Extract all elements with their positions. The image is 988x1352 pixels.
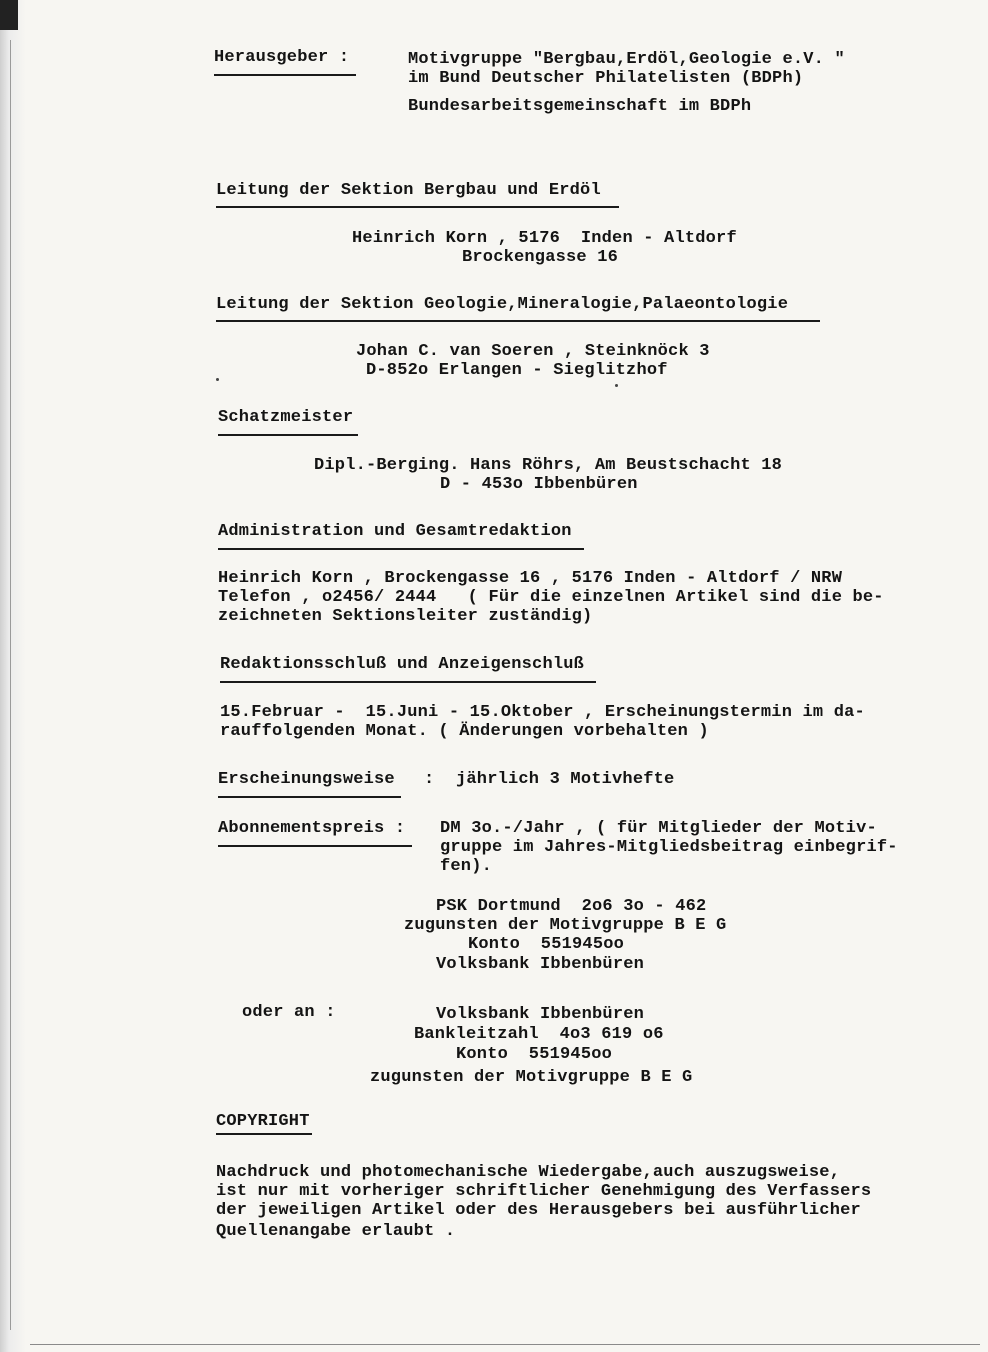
administration-line2: Telefon , o2456/ 2444 ( Für die einzelnen Artikel sind die be- (218, 588, 884, 607)
treasurer-line2: D - 453o Ibbenbüren (440, 475, 638, 494)
or-label: oder an : (242, 1003, 336, 1022)
bank-line4: zugunsten der Motivgruppe B E G (370, 1068, 693, 1087)
section-geology-heading: Leitung der Sektion Geologie,Mineralogie,Palaeontologie (216, 295, 789, 314)
publisher-line2: im Bund Deutscher Philatelisten (BDPh) (408, 69, 804, 88)
frequency-value: jährlich 3 Motivhefte (456, 770, 675, 789)
speck (615, 384, 618, 387)
treasurer-heading: Schatzmeister (218, 408, 354, 427)
psk-line1: PSK Dortmund 2o6 3o - 462 (436, 897, 707, 916)
treasurer-underline (218, 434, 358, 436)
page-edge-line (10, 40, 11, 1330)
page-edge-shadow (0, 0, 26, 1352)
section-mining-line2: Brockengasse 16 (462, 248, 619, 267)
administration-line1: Heinrich Korn , Brockengasse 16 , 5176 Inden - Altdorf / NRW (218, 569, 843, 588)
section-geology-line1: Johan C. van Soeren , Steinknöck 3 (356, 342, 710, 361)
publisher-label: Herausgeber : (214, 48, 350, 67)
copyright-heading: COPYRIGHT (216, 1112, 310, 1131)
publisher-underline (214, 74, 356, 76)
subscription-underline (218, 845, 412, 847)
subscription-line3: fen). (440, 857, 493, 876)
deadline-underline (220, 681, 596, 683)
copyright-line3: der jeweiligen Artikel oder des Herausgebers bei ausführlicher (216, 1201, 861, 1220)
treasurer-line1: Dipl.-Berging. Hans Röhrs, Am Beustschacht 18 (314, 456, 783, 475)
administration-line3: zeichneten Sektionsleiter zuständig) (218, 607, 593, 626)
section-mining-line1: Heinrich Korn , 5176 Inden - Altdorf (352, 229, 737, 248)
deadline-heading: Redaktionsschluß und Anzeigenschluß (220, 655, 585, 674)
psk-line3: Konto 551945oo (468, 935, 625, 954)
subscription-line1: DM 3o.-/Jahr , ( für Mitglieder der Motiv- (440, 819, 877, 838)
deadline-line2: rauffolgenden Monat. ( Änderungen vorbehalten ) (220, 722, 709, 741)
copyright-line2: ist nur mit vorheriger schriftlicher Genehmigung des Verfassers (216, 1182, 872, 1201)
subscription-line2: gruppe im Jahres-Mitgliedsbeitrag einbegrif- (440, 838, 898, 857)
administration-heading: Administration und Gesamtredaktion (218, 522, 572, 541)
frequency-underline (218, 796, 401, 798)
section-geology-line2: D-852o Erlangen - Sieglitzhof (366, 361, 668, 380)
psk-line4: Volksbank Ibbenbüren (436, 955, 645, 974)
publisher-line1: Motivgruppe "Bergbau,Erdöl,Geologie e.V. " (408, 50, 845, 69)
section-geology-underline (216, 320, 820, 322)
subscription-label: Abonnementspreis : (218, 819, 406, 838)
copyright-line4: Quellenangabe erlaubt . (216, 1222, 456, 1241)
page-bottom-edge (30, 1344, 980, 1345)
frequency-label: Erscheinungsweise (218, 770, 395, 789)
psk-line2: zugunsten der Motivgruppe B E G (404, 916, 727, 935)
bank-line3: Konto 551945oo (456, 1045, 613, 1064)
deadline-line1: 15.Februar - 15.Juni - 15.Oktober , Erscheinungstermin im da- (220, 703, 865, 722)
speck (216, 378, 219, 381)
bank-line1: Volksbank Ibbenbüren (436, 1005, 645, 1024)
copyright-underline (216, 1133, 312, 1135)
copyright-line1: Nachdruck und photomechanische Wiedergabe,auch auszugsweise, (216, 1163, 841, 1182)
corner-mark (0, 0, 18, 30)
frequency-colon: : (424, 770, 435, 789)
section-mining-underline (216, 206, 619, 208)
publisher-line3: Bundesarbeitsgemeinschaft im BDPh (408, 97, 752, 116)
administration-underline (218, 548, 584, 550)
section-mining-heading: Leitung der Sektion Bergbau und Erdöl (216, 181, 601, 200)
bank-line2: Bankleitzahl 4o3 619 o6 (414, 1025, 664, 1044)
